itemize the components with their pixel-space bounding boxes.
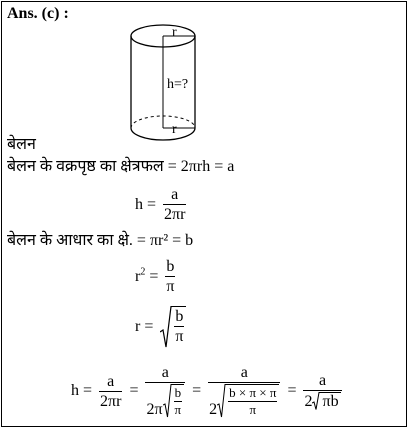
eq2-fraction: $\frac{b}{\pi}$ <box>166 258 175 295</box>
label-r-bottom: r <box>172 122 177 137</box>
eq4-fraction-2: a 2π $\frac{b}{\pi}$ <box>145 364 185 418</box>
text-line-base-area: बेलन के आधार का क्षे. = πr² = b <box>7 232 194 249</box>
equation-r-squared: $r^2$ = $\frac{b}{\pi}$ <box>135 258 175 295</box>
eq1-lhs: h = <box>135 195 157 213</box>
eq4-fraction-3: a 2 $\frac{b \times \pi \times \pi}{\pi}$ <box>208 364 280 418</box>
radical-sign-icon <box>160 306 172 348</box>
equation-r <box>132 306 186 348</box>
equation-h <box>132 186 186 223</box>
eq3-radical: $\frac{b}{\pi}$ <box>160 306 186 348</box>
eq4-fraction-1: $\frac{a}{2\pi r}$ <box>100 372 122 410</box>
label-h: h=? <box>167 77 189 92</box>
text-line-cylinder: बेलन <box>7 136 36 153</box>
eq1-fraction: $\frac{a}{2\pi r}$ <box>164 186 186 223</box>
equation-final: h = $\frac{a}{2\pi r}$ = a 2π $\frac{b}{\pi}$ = a 2 $\frac{b \times \pi \times \pi}{\pi}$ = a 2 πb <box>68 364 342 418</box>
label-r-top: r <box>172 25 177 40</box>
answer-box <box>1 1 407 427</box>
eq3-lhs: r = <box>135 318 154 335</box>
eq4-lhs: h = <box>71 382 93 399</box>
answer-heading: Ans. (c) : <box>7 5 69 22</box>
radical-sign-icon <box>217 384 226 418</box>
eq2-sup: 2 <box>140 266 146 278</box>
radical-sign-icon <box>312 392 320 410</box>
text-line-curved-area: बेलन के वक्रपृष्ठ का क्षेत्रफल = 2πrh = a <box>7 158 235 175</box>
eq2-lhs: r <box>135 267 141 285</box>
eq4-fraction-4: a 2 πb <box>303 372 341 410</box>
radical-sign-icon <box>163 384 172 418</box>
